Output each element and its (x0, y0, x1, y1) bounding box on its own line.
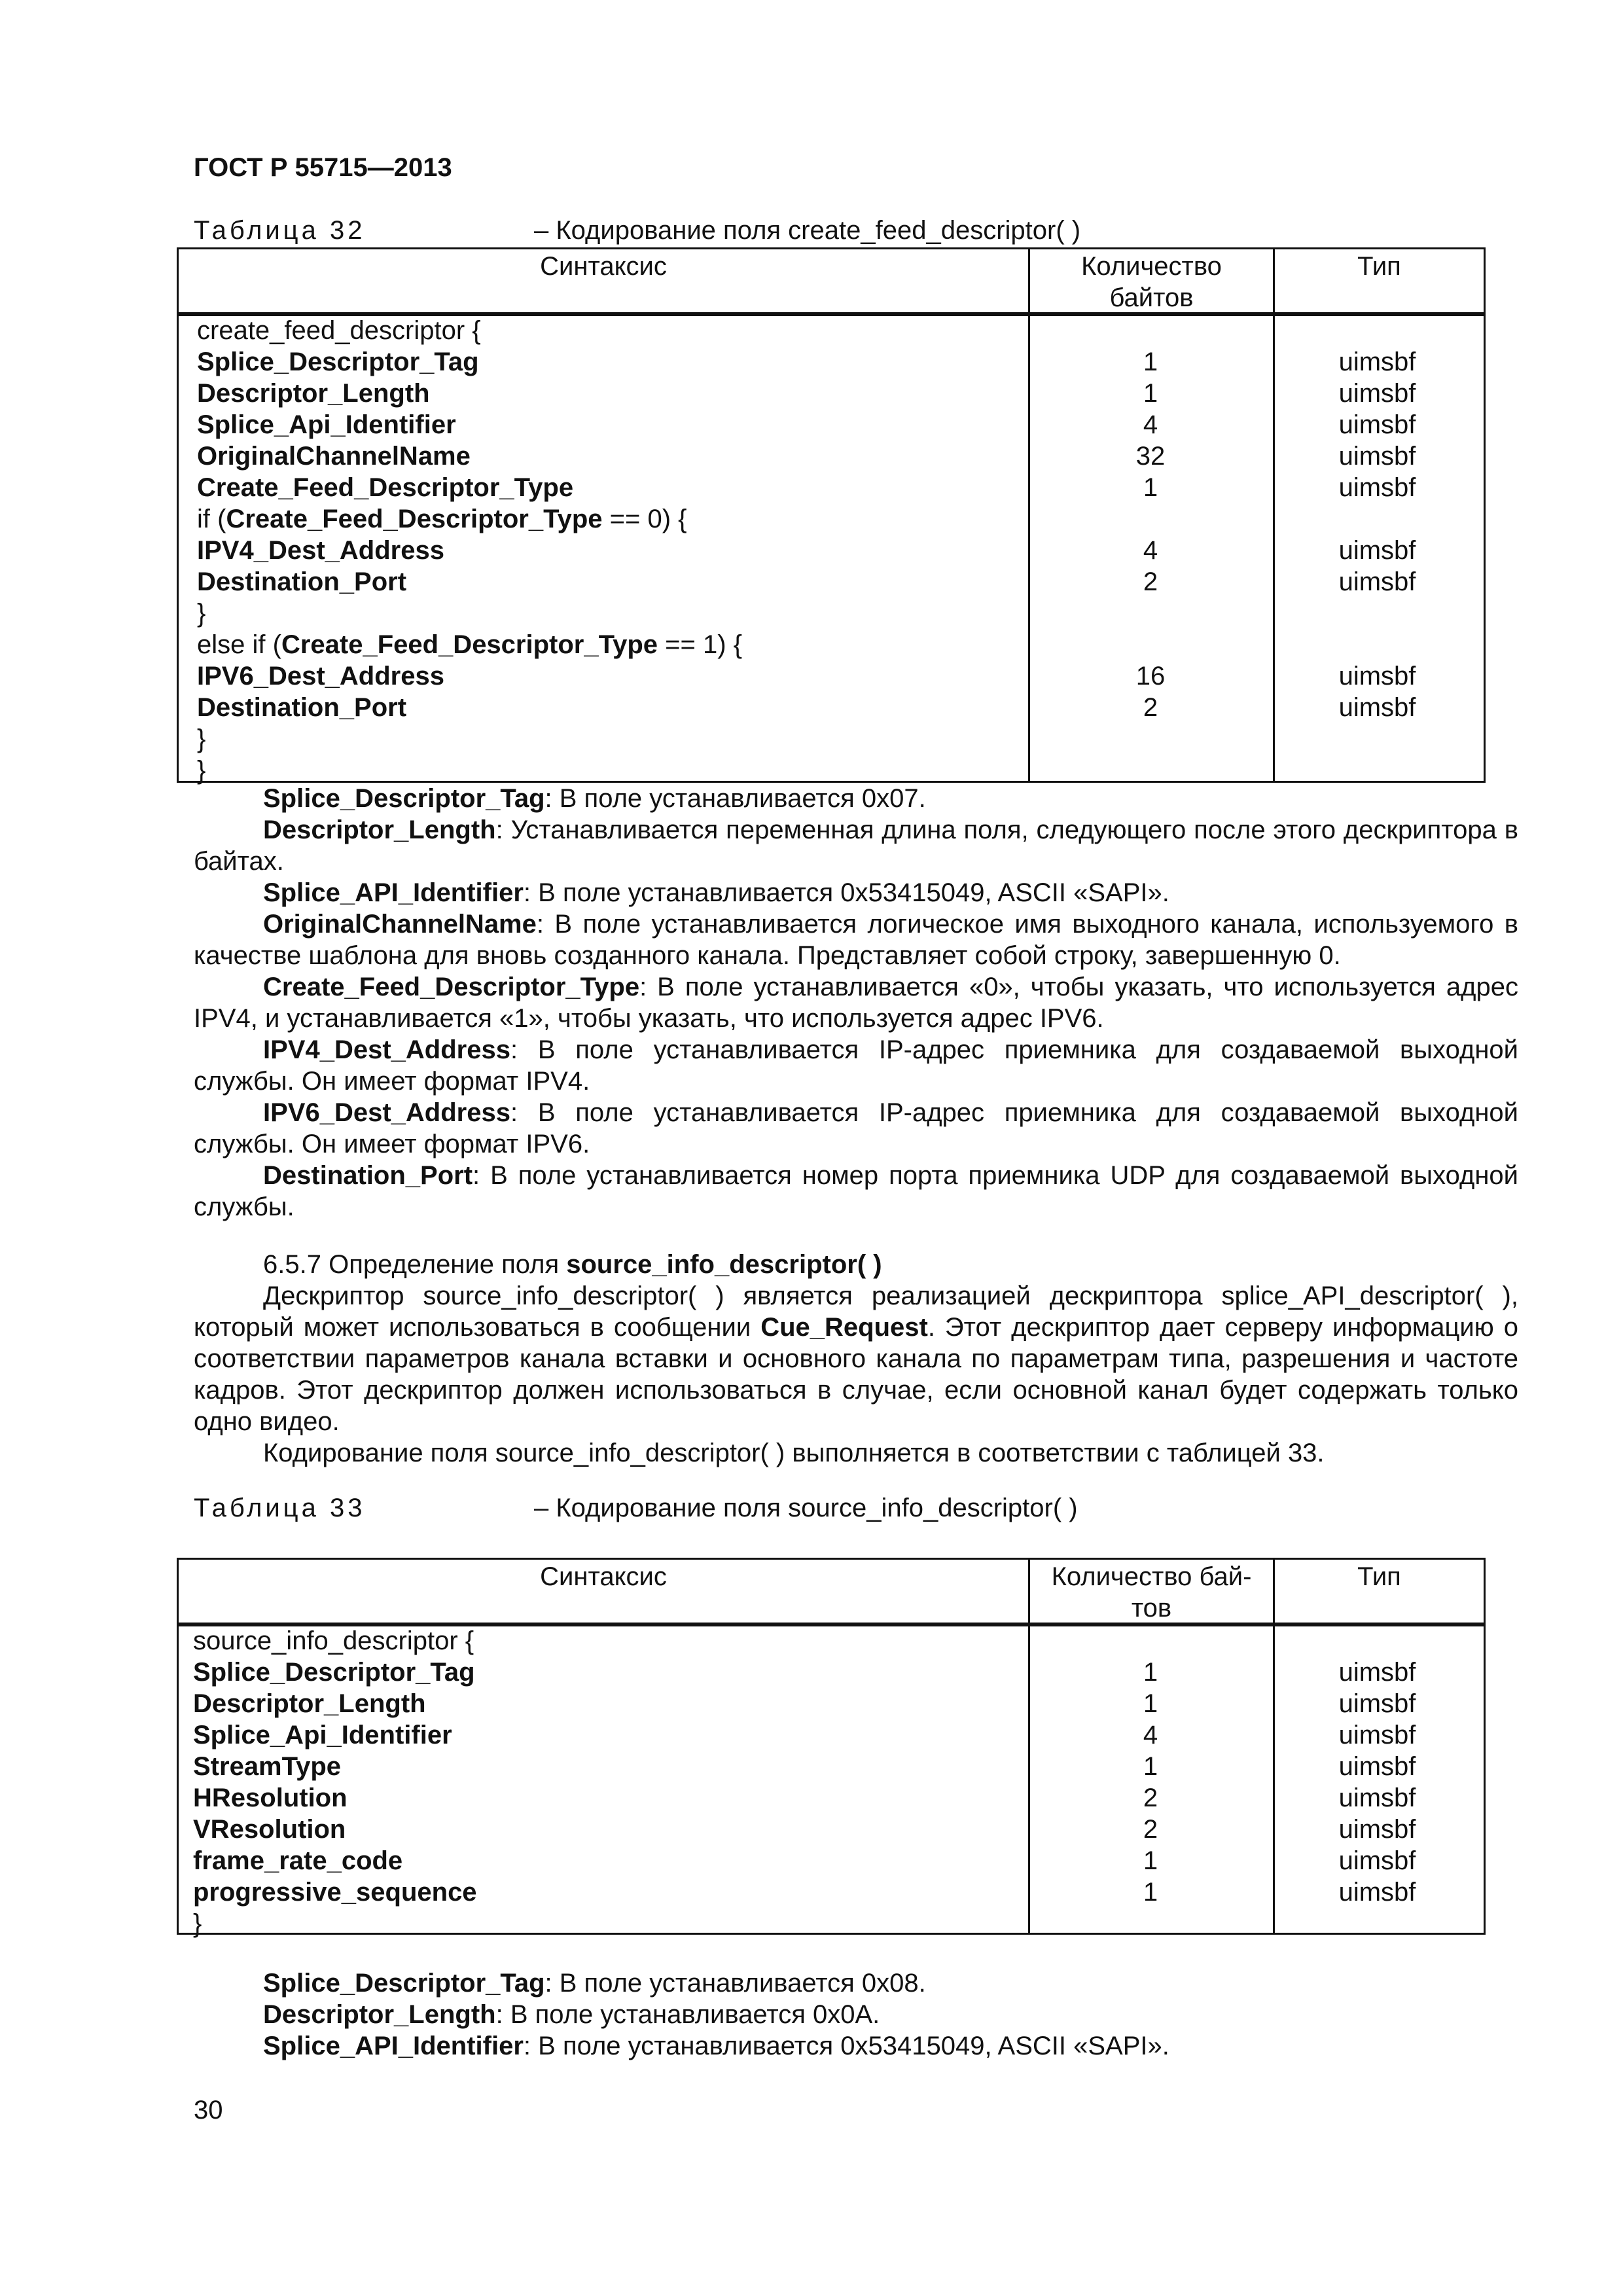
paragraph (194, 1034, 1518, 1097)
type-cell: uimsbf (1338, 1752, 1416, 1781)
syntax-cell (197, 472, 573, 503)
syntax-cell (197, 660, 444, 692)
field-name: progressive_sequence (193, 1878, 477, 1907)
text-segment: } (197, 756, 206, 785)
bytes-cell: 1 (1143, 379, 1158, 408)
bytes-cell: 2 (1143, 567, 1158, 596)
syntax-cell (193, 1876, 477, 1908)
text-segment: : В поле устанавливается 0x0A. (495, 2000, 880, 2029)
table33-header-syntax: Синтаксис (540, 1562, 667, 1591)
type-cell: uimsbf (1338, 1815, 1416, 1844)
table33-header-bytes-1: Количество бай- (1051, 1562, 1252, 1591)
type-cell: uimsbf (1338, 693, 1416, 722)
table32-caption (194, 216, 1372, 247)
bytes-cell: 1 (1143, 473, 1158, 502)
table-row (179, 1625, 1484, 1657)
table-row (179, 1814, 1484, 1845)
type-cell: uimsbf (1338, 567, 1416, 596)
text-segment: == 1) { (658, 630, 742, 659)
text-segment: 6.5.7 Определение поля (263, 1250, 567, 1279)
text-segment: : В поле устанавливается 0x53415049, ASCII «SAPI». (523, 878, 1169, 907)
field-name: Splice_Api_Identifier (197, 410, 456, 439)
type-cell: uimsbf (1338, 662, 1416, 691)
syntax-cell (197, 409, 456, 440)
syntax-cell (197, 692, 406, 723)
paragraph (194, 1160, 1518, 1223)
syntax-cell (193, 1814, 346, 1845)
text-segment: else if ( (197, 630, 281, 659)
bytes-cell: 1 (1143, 1878, 1158, 1907)
table-row (179, 566, 1484, 598)
table-row (179, 1657, 1484, 1688)
field-name: IPV4_Dest_Address (197, 536, 444, 565)
page-number: 30 (194, 2096, 223, 2125)
text-segment: Дескриптор source_info_descriptor( ) является реализацией дескриптора splice_API_descriptor( ), который может использоваться в сообщении (194, 1282, 1518, 1342)
table-row (179, 440, 1484, 472)
field-name: Destination_Port (263, 1161, 473, 1190)
text-segment: } (193, 1909, 202, 1938)
syntax-cell (197, 440, 471, 472)
field-name: Destination_Port (197, 693, 407, 722)
field-name: Descriptor_Length (263, 2000, 496, 2029)
bytes-cell: 4 (1143, 1721, 1158, 1749)
type-cell: uimsbf (1338, 1721, 1416, 1749)
bytes-cell: 1 (1143, 1846, 1158, 1875)
field-name: source_info_descriptor( ) (566, 1250, 882, 1279)
bytes-cell: 4 (1143, 410, 1158, 439)
syntax-cell (197, 535, 444, 566)
field-name: Splice_Descriptor_Tag (197, 348, 479, 376)
syntax-cell (193, 1908, 202, 1939)
table-row (179, 723, 1484, 755)
section-6-5-7 (194, 1249, 1518, 1469)
table-row (179, 1688, 1484, 1719)
syntax-cell (197, 755, 205, 786)
paragraph (194, 1249, 1518, 1280)
table-row (179, 535, 1484, 566)
text-segment: : В поле устанавливается IP-адрес приемника для создаваемой выходной службы. Он имеет формат IPV4. (194, 1035, 1518, 1096)
field-name: Create_Feed_Descriptor_Type (197, 473, 574, 502)
paragraph (194, 1999, 1518, 2030)
paragraph (194, 908, 1518, 971)
text-segment: : В поле устанавливается логическое имя выходного канала, используемого в качестве шаблона для вновь созданного канала. Представляет собой строку, завершенную 0. (194, 910, 1518, 970)
table33-caption (194, 1494, 1372, 1525)
table-row (179, 1908, 1484, 1939)
syntax-cell (193, 1845, 402, 1876)
type-cell: uimsbf (1338, 410, 1416, 439)
table32-field-descriptions (194, 783, 1518, 1223)
syntax-cell (197, 566, 406, 598)
field-name: HResolution (193, 1784, 348, 1812)
type-cell: uimsbf (1338, 1689, 1416, 1718)
table-row (179, 598, 1484, 629)
text-segment: : В поле устанавливается 0x08. (544, 1969, 926, 1998)
table-row (179, 1719, 1484, 1751)
type-cell: uimsbf (1338, 442, 1416, 471)
syntax-cell (193, 1751, 341, 1782)
text-segment: : В поле устанавливается номер порта приемника UDP для создаваемой выходной службы. (194, 1161, 1518, 1221)
table-row (179, 629, 1484, 660)
field-name: Descriptor_Length (193, 1689, 426, 1718)
field-name: VResolution (193, 1815, 346, 1844)
text-segment: create_feed_descriptor { (197, 316, 481, 345)
syntax-cell (197, 378, 430, 409)
syntax-cell (197, 346, 479, 378)
syntax-cell (193, 1625, 474, 1657)
bytes-cell: 2 (1143, 1784, 1158, 1812)
type-cell: uimsbf (1338, 536, 1416, 565)
field-name: Create_Feed_Descriptor_Type (281, 630, 658, 659)
field-name: StreamType (193, 1752, 342, 1781)
text-segment: Кодирование поля source_info_descriptor( ) выполняется в соответствии с таблицей 33. (263, 1439, 1325, 1467)
table-row (179, 1876, 1484, 1908)
text-segment: == 0) { (602, 505, 687, 533)
type-cell: uimsbf (1338, 379, 1416, 408)
table-row (179, 315, 1484, 346)
bytes-cell: 1 (1143, 1752, 1158, 1781)
paragraph (194, 1280, 1518, 1437)
table32-label: Таблица 32 (194, 216, 366, 245)
table-row (179, 409, 1484, 440)
paragraph (194, 1967, 1518, 1999)
field-name: OriginalChannelName (197, 442, 471, 471)
syntax-cell (197, 629, 742, 660)
table-row (179, 503, 1484, 535)
syntax-cell (193, 1782, 348, 1814)
table33-label: Таблица 33 (194, 1494, 366, 1522)
bytes-cell: 1 (1143, 1689, 1158, 1718)
field-name: Splice_API_Identifier (263, 2032, 524, 2060)
field-name: IPV4_Dest_Address (263, 1035, 510, 1064)
table-row (179, 346, 1484, 378)
table-row (179, 692, 1484, 723)
table32-title: – Кодирование поля create_feed_descriptor( ) (534, 216, 1081, 245)
paragraph (194, 877, 1518, 908)
table33-title: – Кодирование поля source_info_descriptor( ) (534, 1494, 1078, 1522)
syntax-cell (193, 1657, 475, 1688)
syntax-cell (193, 1719, 452, 1751)
document-header: ГОСТ Р 55715—2013 (194, 153, 452, 182)
text-segment: : В поле устанавливается 0x07. (544, 784, 926, 813)
bytes-cell: 2 (1143, 1815, 1158, 1844)
field-name: IPV6_Dest_Address (263, 1098, 510, 1127)
text-segment: } (197, 725, 206, 753)
table32-header-type: Тип (1357, 252, 1401, 281)
type-cell: uimsbf (1338, 473, 1416, 502)
text-segment: : В поле устанавливается IP-адрес приемника для создаваемой выходной службы. Он имеет формат IPV6. (194, 1098, 1518, 1158)
table33-header-type: Тип (1357, 1562, 1401, 1591)
paragraph (194, 1097, 1518, 1160)
bytes-cell: 32 (1135, 442, 1166, 471)
table32-header-syntax: Синтаксис (540, 252, 667, 281)
field-name: Splice_Descriptor_Tag (193, 1658, 475, 1687)
field-name: Descriptor_Length (197, 379, 430, 408)
table33 (177, 1558, 1486, 1938)
text-segment: } (197, 599, 206, 628)
table-row (179, 1751, 1484, 1782)
field-name: Splice_Descriptor_Tag (263, 784, 545, 813)
field-name: OriginalChannelName (263, 910, 537, 939)
text-segment: if ( (197, 505, 226, 533)
bytes-cell: 2 (1143, 693, 1158, 722)
text-segment: : В поле устанавливается «0», чтобы указать, что используется адрес IPV4, и устанавливается «1», чтобы указать, что используется адрес IPV6. (194, 973, 1518, 1033)
syntax-cell (197, 503, 687, 535)
bytes-cell: 4 (1143, 536, 1158, 565)
text-segment: source_info_descriptor { (193, 1626, 474, 1655)
field-name: frame_rate_code (193, 1846, 403, 1875)
table32-header-bytes-2: байтов (1109, 283, 1194, 312)
paragraph (194, 814, 1518, 877)
type-cell: uimsbf (1338, 1846, 1416, 1875)
field-name: Descriptor_Length (263, 816, 496, 844)
syntax-cell (197, 598, 205, 629)
text-segment: : Устанавливается переменная длина поля, следующего после этого дескриптора в байтах. (194, 816, 1518, 876)
field-name: Cue_Request (760, 1313, 928, 1342)
text-segment: : В поле устанавливается 0x53415049, ASCII «SAPI». (523, 2032, 1169, 2060)
table-row (179, 1782, 1484, 1814)
table32 (177, 247, 1486, 783)
bytes-cell: 1 (1143, 348, 1158, 376)
syntax-cell (197, 723, 205, 755)
syntax-cell (197, 315, 481, 346)
paragraph (194, 2030, 1518, 2062)
table-row (179, 472, 1484, 503)
bytes-cell: 16 (1135, 662, 1166, 691)
syntax-cell (193, 1688, 426, 1719)
text-segment: . Этот дескриптор дает серверу информацию о соответствии параметров канала вставки и основного канала по параметрам типа, разрешения и частоте кадров. Этот дескриптор должен использоваться в случае, если основной канал будет содержать только одно видео. (194, 1313, 1518, 1436)
field-name: Splice_API_Identifier (263, 878, 524, 907)
field-name: Destination_Port (197, 567, 407, 596)
paragraph (194, 1437, 1518, 1469)
type-cell: uimsbf (1338, 1784, 1416, 1812)
table-row (179, 378, 1484, 409)
bytes-cell: 1 (1143, 1658, 1158, 1687)
table-row (179, 755, 1484, 786)
field-name: Splice_Descriptor_Tag (263, 1969, 545, 1998)
paragraph (194, 783, 1518, 814)
table33-header-bytes-2: тов (1131, 1594, 1172, 1623)
field-name: Splice_Api_Identifier (193, 1721, 452, 1749)
field-name: IPV6_Dest_Address (197, 662, 444, 691)
type-cell: uimsbf (1338, 1878, 1416, 1907)
type-cell: uimsbf (1338, 348, 1416, 376)
table-row (179, 660, 1484, 692)
table-row (179, 1845, 1484, 1876)
table33-field-descriptions (194, 1967, 1518, 2062)
paragraph (194, 971, 1518, 1034)
table32-header-bytes-1: Количество (1081, 252, 1222, 281)
field-name: Create_Feed_Descriptor_Type (226, 505, 603, 533)
field-name: Create_Feed_Descriptor_Type (263, 973, 640, 1001)
type-cell: uimsbf (1338, 1658, 1416, 1687)
